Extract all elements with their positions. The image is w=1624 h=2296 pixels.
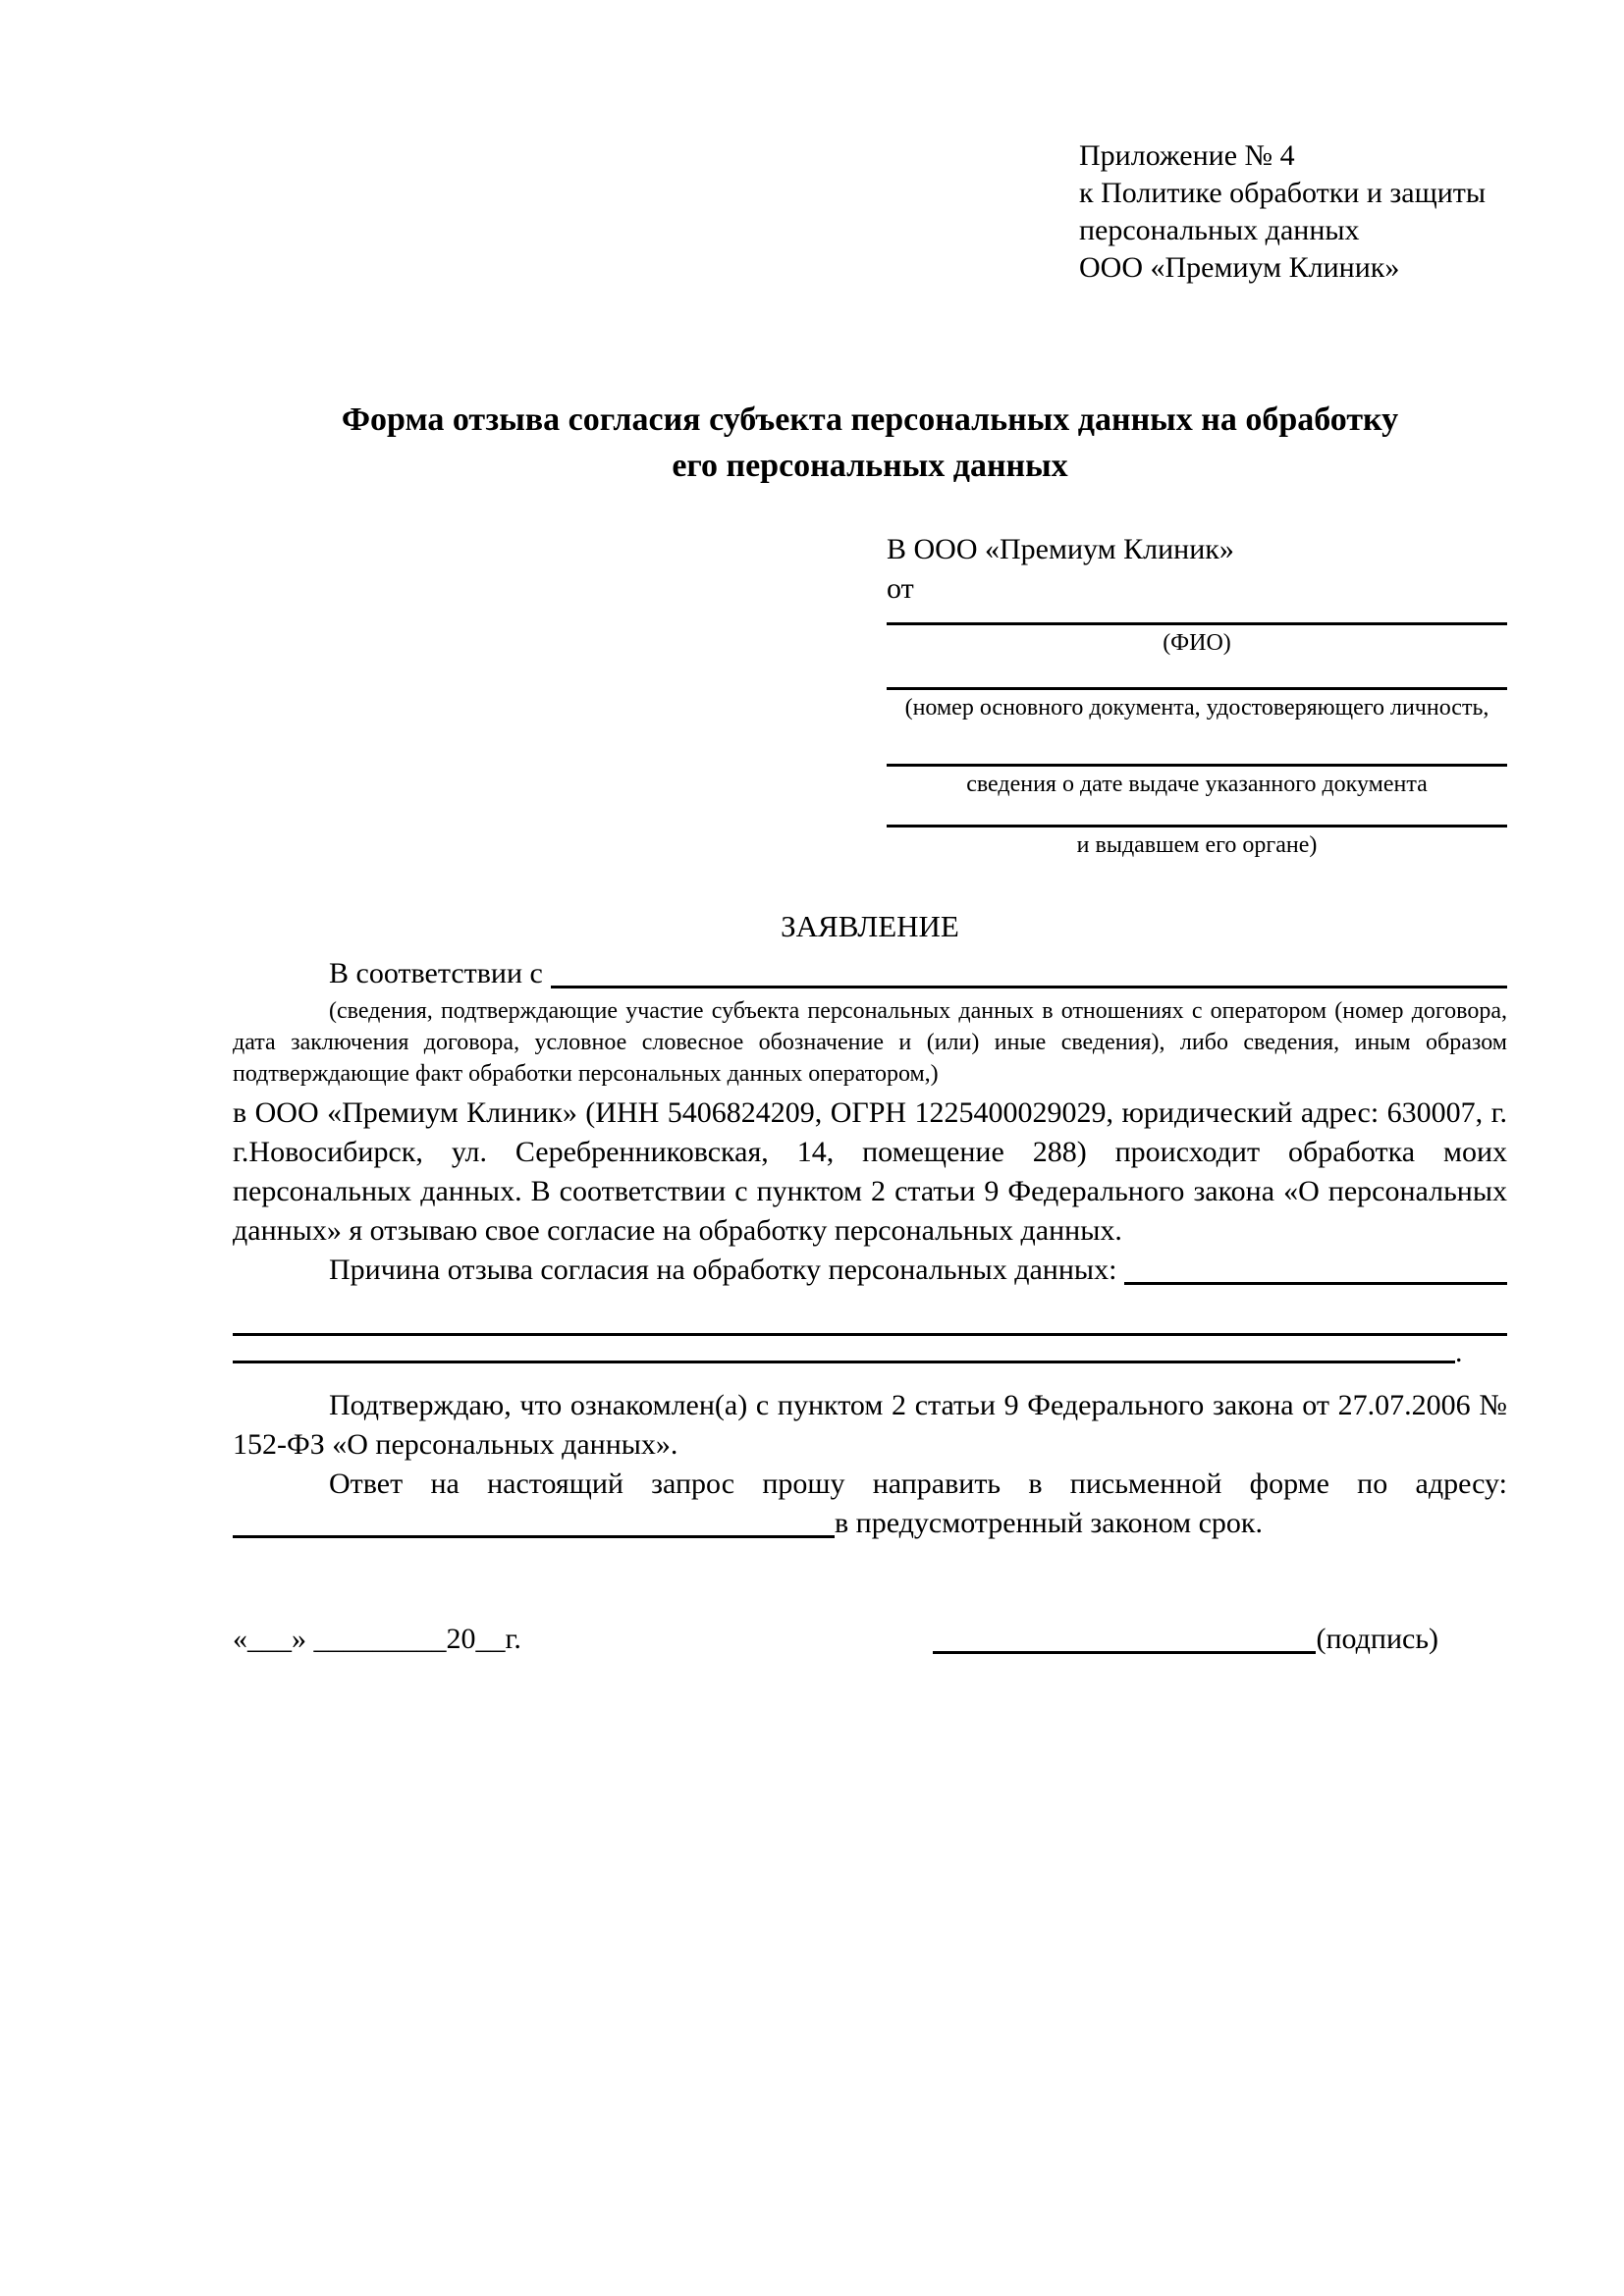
issuing-authority-caption: и выдавшем его органе) (1076, 832, 1318, 858)
appendix-note (1079, 137, 1507, 287)
fine-print: (сведения, подтверждающие участие субъекта персональных данных в отношениях с оператором (номер договора, дата заключения договора, условное словесное обозначение и (или) иные сведения), либо сведения, иным образом подтверждающие факт обработки персональных данных оператором,) (233, 998, 1507, 1087)
reason-row (233, 1251, 1507, 1290)
confirmation-paragraph: Подтверждаю, что ознакомлен(а) с пунктом 2 статьи 9 Федерального закона от 27.07.2006 № 152-ФЗ «О персональных данных». (233, 1389, 1507, 1461)
id-doc-caption: (номер основного документа, удостоверяющего личность, (904, 695, 1489, 721)
appendix-line: ООО «Премиум Клиник» (1079, 251, 1400, 284)
reply-request-paragraph: Ответ на настоящий запрос прошу направить в письменной форме по адресу: (329, 1468, 1507, 1500)
issuing-authority-field-line (887, 825, 1507, 828)
document-title-line-1: Форма отзыва согласия субъекта персональных данных на обработку (341, 401, 1399, 438)
reason-blank-line-2-rule (233, 1361, 1455, 1363)
intro-fill-line (551, 986, 1507, 988)
issue-date-caption: сведения о дате выдаче указанного документа (966, 772, 1428, 797)
reason-prefix: Причина отзыва согласия на обработку персональных данных: (329, 1254, 1117, 1286)
intro-row (233, 954, 1507, 993)
statement-body: в ООО «Премиум Клиник» (ИНН 5406824209, ОГРН 1225400029029, юридический адрес: 630007, г. г.Новосибирск, ул. Серебренниковская, 14, помещение 288) происходит обработка моих персональных данных. В соответствии с пунктом 2 статьи 9 Федерального закона «О персональных данных» я отзываю свое согласие на обработку персональных данных. (233, 1096, 1507, 1247)
recipient-block (887, 530, 1507, 860)
reply-address-row (233, 1504, 1507, 1543)
document-title (233, 397, 1507, 489)
id-doc-field-line (887, 687, 1507, 690)
reason-blank-line-1 (233, 1290, 1507, 1336)
issue-date-field-line (887, 764, 1507, 767)
recipient-to: В ООО «Премиум Клиник» (887, 533, 1234, 565)
appendix-line: к Политике обработки и защиты (1079, 177, 1487, 209)
reason-fill-line (1124, 1282, 1507, 1285)
intro-prefix: В соответствии с (329, 957, 543, 989)
appendix-line: Приложение № 4 (1079, 139, 1295, 172)
document-title-line-2: его персональных данных (672, 448, 1068, 484)
statement-heading: ЗАЯВЛЕНИЕ (781, 909, 959, 943)
signature-line (933, 1651, 1316, 1654)
fio-field-line (887, 622, 1507, 625)
signature-group (933, 1620, 1438, 1659)
reply-suffix: в предусмотренный законом срок. (835, 1507, 1263, 1539)
address-fill-line (233, 1535, 835, 1538)
appendix-line: персональных данных (1079, 214, 1360, 246)
date-line: «___» _________20__г. (233, 1623, 521, 1655)
reason-blank-line-2 (233, 1336, 1507, 1368)
footer-row (233, 1620, 1507, 1659)
blank-end-period: . (1455, 1336, 1463, 1368)
fio-caption: (ФИО) (1163, 630, 1231, 656)
signature-caption: (подпись) (1316, 1623, 1438, 1655)
recipient-from: от (887, 572, 914, 605)
